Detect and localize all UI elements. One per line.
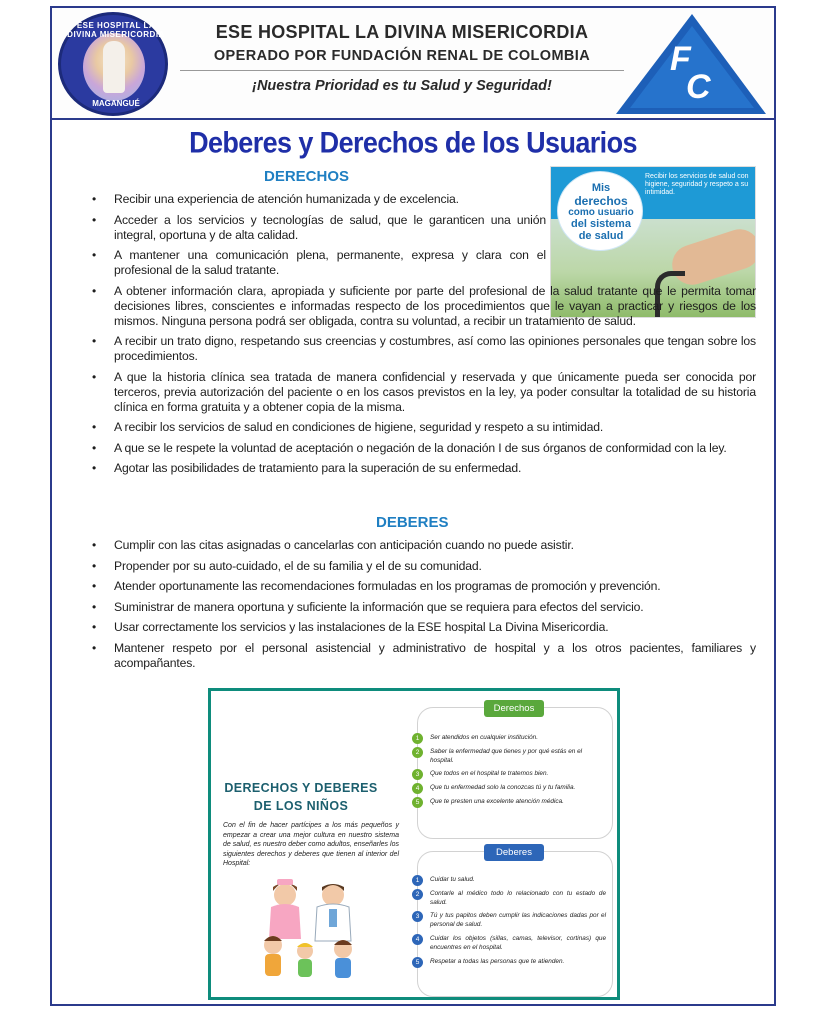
header-title: ESE HOSPITAL LA DIVINA MISERICORDIA xyxy=(215,22,589,42)
list-item-text: Respetar a todas las personas que te atienden. xyxy=(430,957,565,965)
kids-title xyxy=(217,779,385,815)
kids-derechos-tag: Derechos xyxy=(484,700,544,717)
number-badge: 5 xyxy=(412,957,423,968)
list-item-text: Ser atendidos en cualquier institución. xyxy=(430,734,538,741)
list-item xyxy=(415,734,602,743)
kids-derechos-list xyxy=(415,734,602,812)
derechos-list xyxy=(92,192,756,482)
deberes-heading: DEBERES xyxy=(376,514,449,531)
page-title: Deberes y Derechos de los Usuarios xyxy=(189,126,637,160)
seal-figure xyxy=(103,41,125,93)
list-item xyxy=(415,747,602,766)
list-item: • A que la historia clínica sea tratada de manera confidencial y reservada y que únicamente pueda ser conocida por terceros, previa autorización del paciente o en los casos previstos en la ley, ya poder consultar la totalidad de su historia clínica en forma gratuita y a obtener copia de la misma. xyxy=(92,370,756,415)
list-item-text: Contarle al médico todo lo relacionado con tu estado de salud. xyxy=(430,889,606,906)
header xyxy=(52,8,774,120)
bubble-line: derechos xyxy=(574,194,628,208)
header-divider xyxy=(180,70,624,71)
kids-deberes-tag: Deberes xyxy=(484,844,544,861)
list-item-text: • A obtener información clara, apropiada y suficiente por parte del profesional de la salud tratante que le permita tomar decisiones libres, conscientes e informadas respecto de los procedimientos que le vayan a practicar y riesgos de los mismos. Ninguna persona podrá ser obligada, contra su voluntad, a recibir un tratamiento de salud. xyxy=(114,283,756,328)
hospital-seal xyxy=(58,12,168,116)
list-item-text: Cuidar tu salud. xyxy=(430,876,475,883)
list-item xyxy=(415,797,602,807)
list-item-text: Que te presten una excelente atención médica. xyxy=(430,797,564,805)
list-item: • A que se le respete la voluntad de aceptación o negación de la donación I de sus órganos de conformidad con la ley. xyxy=(92,441,756,456)
list-item xyxy=(415,957,606,967)
list-item: • A mantener una comunicación plena, permanente, expresa y clara con el profesional de la salud tratante. xyxy=(92,248,546,278)
header-slogan: ¡Nuestra Prioridad es tu Salud y Seguridad! xyxy=(252,78,552,94)
list-item: • A recibir un trato digno, respetando sus creencias y costumbres, así como las opiniones personales que tengan sobre los procedimientos. xyxy=(92,334,756,364)
bubble-line: del sistema xyxy=(571,218,631,230)
seal-bottom-text: MAGANGUÉ xyxy=(92,99,140,108)
list-item: • A recibir los servicios de salud en condiciones de higiene, seguridad y respeto a su intimidad. xyxy=(92,420,756,435)
deberes-list xyxy=(92,538,756,676)
list-item-text: Que tu enfermedad solo la conozcas tú y tu familia. xyxy=(430,784,576,792)
number-badge: 4 xyxy=(412,783,423,794)
family-illustration xyxy=(255,875,367,985)
bubble-line: Mis xyxy=(591,182,611,194)
kids-intro: Con el fin de hacer partícipes a los más pequeños y empezar a crear una mejor cultura en nuestro sistema de salud, es nuestro deber como adultos, enseñarles los siguientes derechos y deberes que tienen al interior del Hospital: xyxy=(223,822,399,867)
kids-title-line: DERECHOS Y DEBERES xyxy=(224,781,378,795)
frc-logo xyxy=(612,12,768,116)
list-item: • Cumplir con las citas asignadas o cancelarlas con anticipación cuando no puede asistir. xyxy=(92,538,756,553)
list-item xyxy=(415,912,606,930)
list-item: • Mantener respeto por el personal asistencial y administrativo de hospital y a los otros pacientes, familiares y acompañantes. xyxy=(92,641,756,671)
list-item-text: Que todos en el hospital te tratemos bien. xyxy=(430,770,549,778)
kids-rights-box xyxy=(208,688,620,1000)
list-item-text: Tú y tus papitos deben cumplir las indicaciones dadas por el personal de salud. xyxy=(430,912,606,929)
svg-text:F: F xyxy=(670,40,691,78)
list-item xyxy=(415,784,602,793)
derechos-heading: DERECHOS xyxy=(264,168,350,185)
list-item: • Acceder a los servicios y tecnologías de salud, que le garanticen una unión integral, oportuna y de alta calidad. xyxy=(92,213,546,243)
list-item: • Propender por su auto-cuidado, el de su familia y el de su comunidad. xyxy=(92,559,756,574)
number-badge: 1 xyxy=(412,733,423,744)
number-badge: 2 xyxy=(412,889,423,900)
list-item-text: Saber la enfermedad que tienes y por qué estás en el hospital. xyxy=(430,747,583,764)
kids-deberes-list xyxy=(415,876,606,971)
number-badge: 5 xyxy=(412,797,423,808)
list-item xyxy=(415,889,606,908)
kids-derechos-panel xyxy=(415,703,613,839)
kids-deberes-panel xyxy=(415,847,613,997)
list-item xyxy=(415,934,606,953)
seal-top-text: ESE HOSPITAL LA DIVINA MISERICORDIA xyxy=(67,21,165,39)
bubble-line: de salud xyxy=(578,230,624,242)
bubble-line: como usuario xyxy=(568,207,634,218)
number-badge: 2 xyxy=(412,747,423,758)
number-badge: 4 xyxy=(412,934,423,945)
number-badge: 1 xyxy=(412,875,423,886)
list-item: • Agotar las posibilidades de tratamiento para la superación de su enfermedad. xyxy=(92,461,756,476)
list-item: • Recibir una experiencia de atención humanizada y de excelencia. xyxy=(92,192,546,207)
document-frame xyxy=(50,6,776,1006)
number-badge: 3 xyxy=(412,911,423,922)
list-item xyxy=(92,284,756,329)
header-subtitle: OPERADO POR FUNDACIÓN RENAL DE COLOMBIA xyxy=(213,48,591,64)
list-item xyxy=(415,876,606,885)
kids-title-line: DE LOS NIÑOS xyxy=(253,799,349,813)
list-item: • Atender oportunamente las recomendaciones formuladas en los programas de promoción y prevención. xyxy=(92,579,756,594)
number-badge: 3 xyxy=(412,769,423,780)
list-item: • Suministrar de manera oportuna y suficiente la información que se requiera para efectos del servicio. xyxy=(92,600,756,615)
list-item xyxy=(415,770,602,779)
svg-text:C: C xyxy=(686,68,711,106)
list-item: • Usar correctamente los servicios y las instalaciones de la ESE hospital La Divina Misericordia. xyxy=(92,620,756,635)
photo-caption: Recibir los servicios de salud con higiene, seguridad y respeto a su intimidad. xyxy=(645,173,749,196)
list-item-text: Cuidar los objetos (sillas, camas, televisor, cortinas) que encuentres en el hospital. xyxy=(430,934,606,951)
